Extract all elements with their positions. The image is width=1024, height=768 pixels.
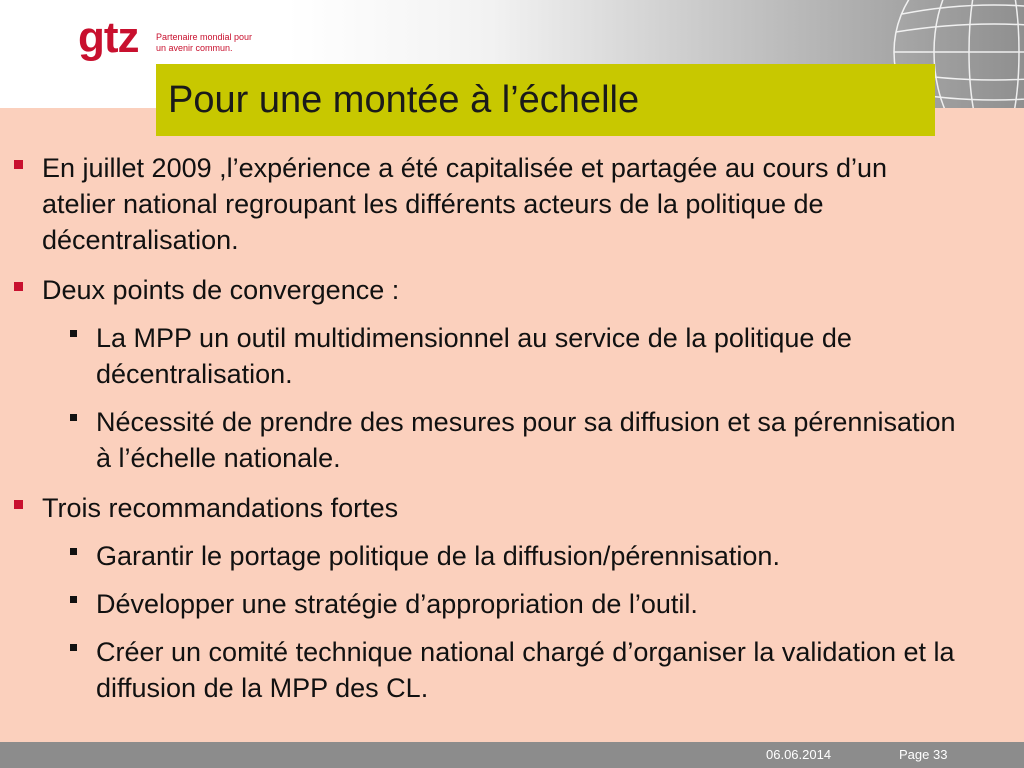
sub-bullet-item (96, 586, 976, 622)
black-square-icon (70, 644, 77, 651)
bullet-text: Développer une stratégie d’appropriation de l’outil. (96, 589, 698, 619)
bullet-text: Deux points de convergence : (42, 275, 400, 305)
tagline-line-1: Partenaire mondial pour (156, 32, 253, 42)
bullet-text: En juillet 2009 ,l’expérience a été capitalisée et partagée au cours d’un atelier national regroupant les différents acteurs de la politique de décentralisation. (42, 153, 888, 255)
bullet-text: Garantir le portage politique de la diffusion/pérennisation. (96, 541, 780, 571)
title-bar (156, 64, 935, 136)
slide-title: Pour une montée à l’échelle (168, 79, 640, 121)
sub-bullet-item (96, 538, 976, 574)
gtz-logo: gtz (78, 13, 139, 62)
page-number: Page 33 (899, 747, 948, 762)
red-square-icon (14, 160, 23, 169)
bullet-text: Nécessité de prendre des mesures pour sa diffusion et sa pérennisation à l’échelle nationale. (96, 407, 956, 473)
footer-date: 06.06.2014 (766, 747, 832, 762)
bullet-item (42, 490, 962, 526)
red-square-icon (14, 500, 23, 509)
sub-bullet-item (96, 634, 976, 706)
slide-content (0, 150, 1024, 706)
bullet-item (42, 150, 962, 258)
bullet-text: Créer un comité technique national chargé d’organiser la validation et la diffusion de la MPP des CL. (96, 637, 955, 703)
brand-tagline (156, 32, 286, 54)
bullet-item (42, 272, 962, 308)
tagline-line-2: un avenir commun. (156, 43, 233, 53)
sub-bullet-item (96, 404, 976, 476)
sub-bullet-item (96, 320, 976, 392)
bullet-text: La MPP un outil multidimensionnel au service de la politique de décentralisation. (96, 323, 852, 389)
black-square-icon (70, 330, 77, 337)
red-square-icon (14, 282, 23, 291)
slide-footer (0, 742, 1024, 768)
black-square-icon (70, 414, 77, 421)
bullet-text: Trois recommandations fortes (42, 493, 399, 523)
black-square-icon (70, 548, 77, 555)
black-square-icon (70, 596, 77, 603)
